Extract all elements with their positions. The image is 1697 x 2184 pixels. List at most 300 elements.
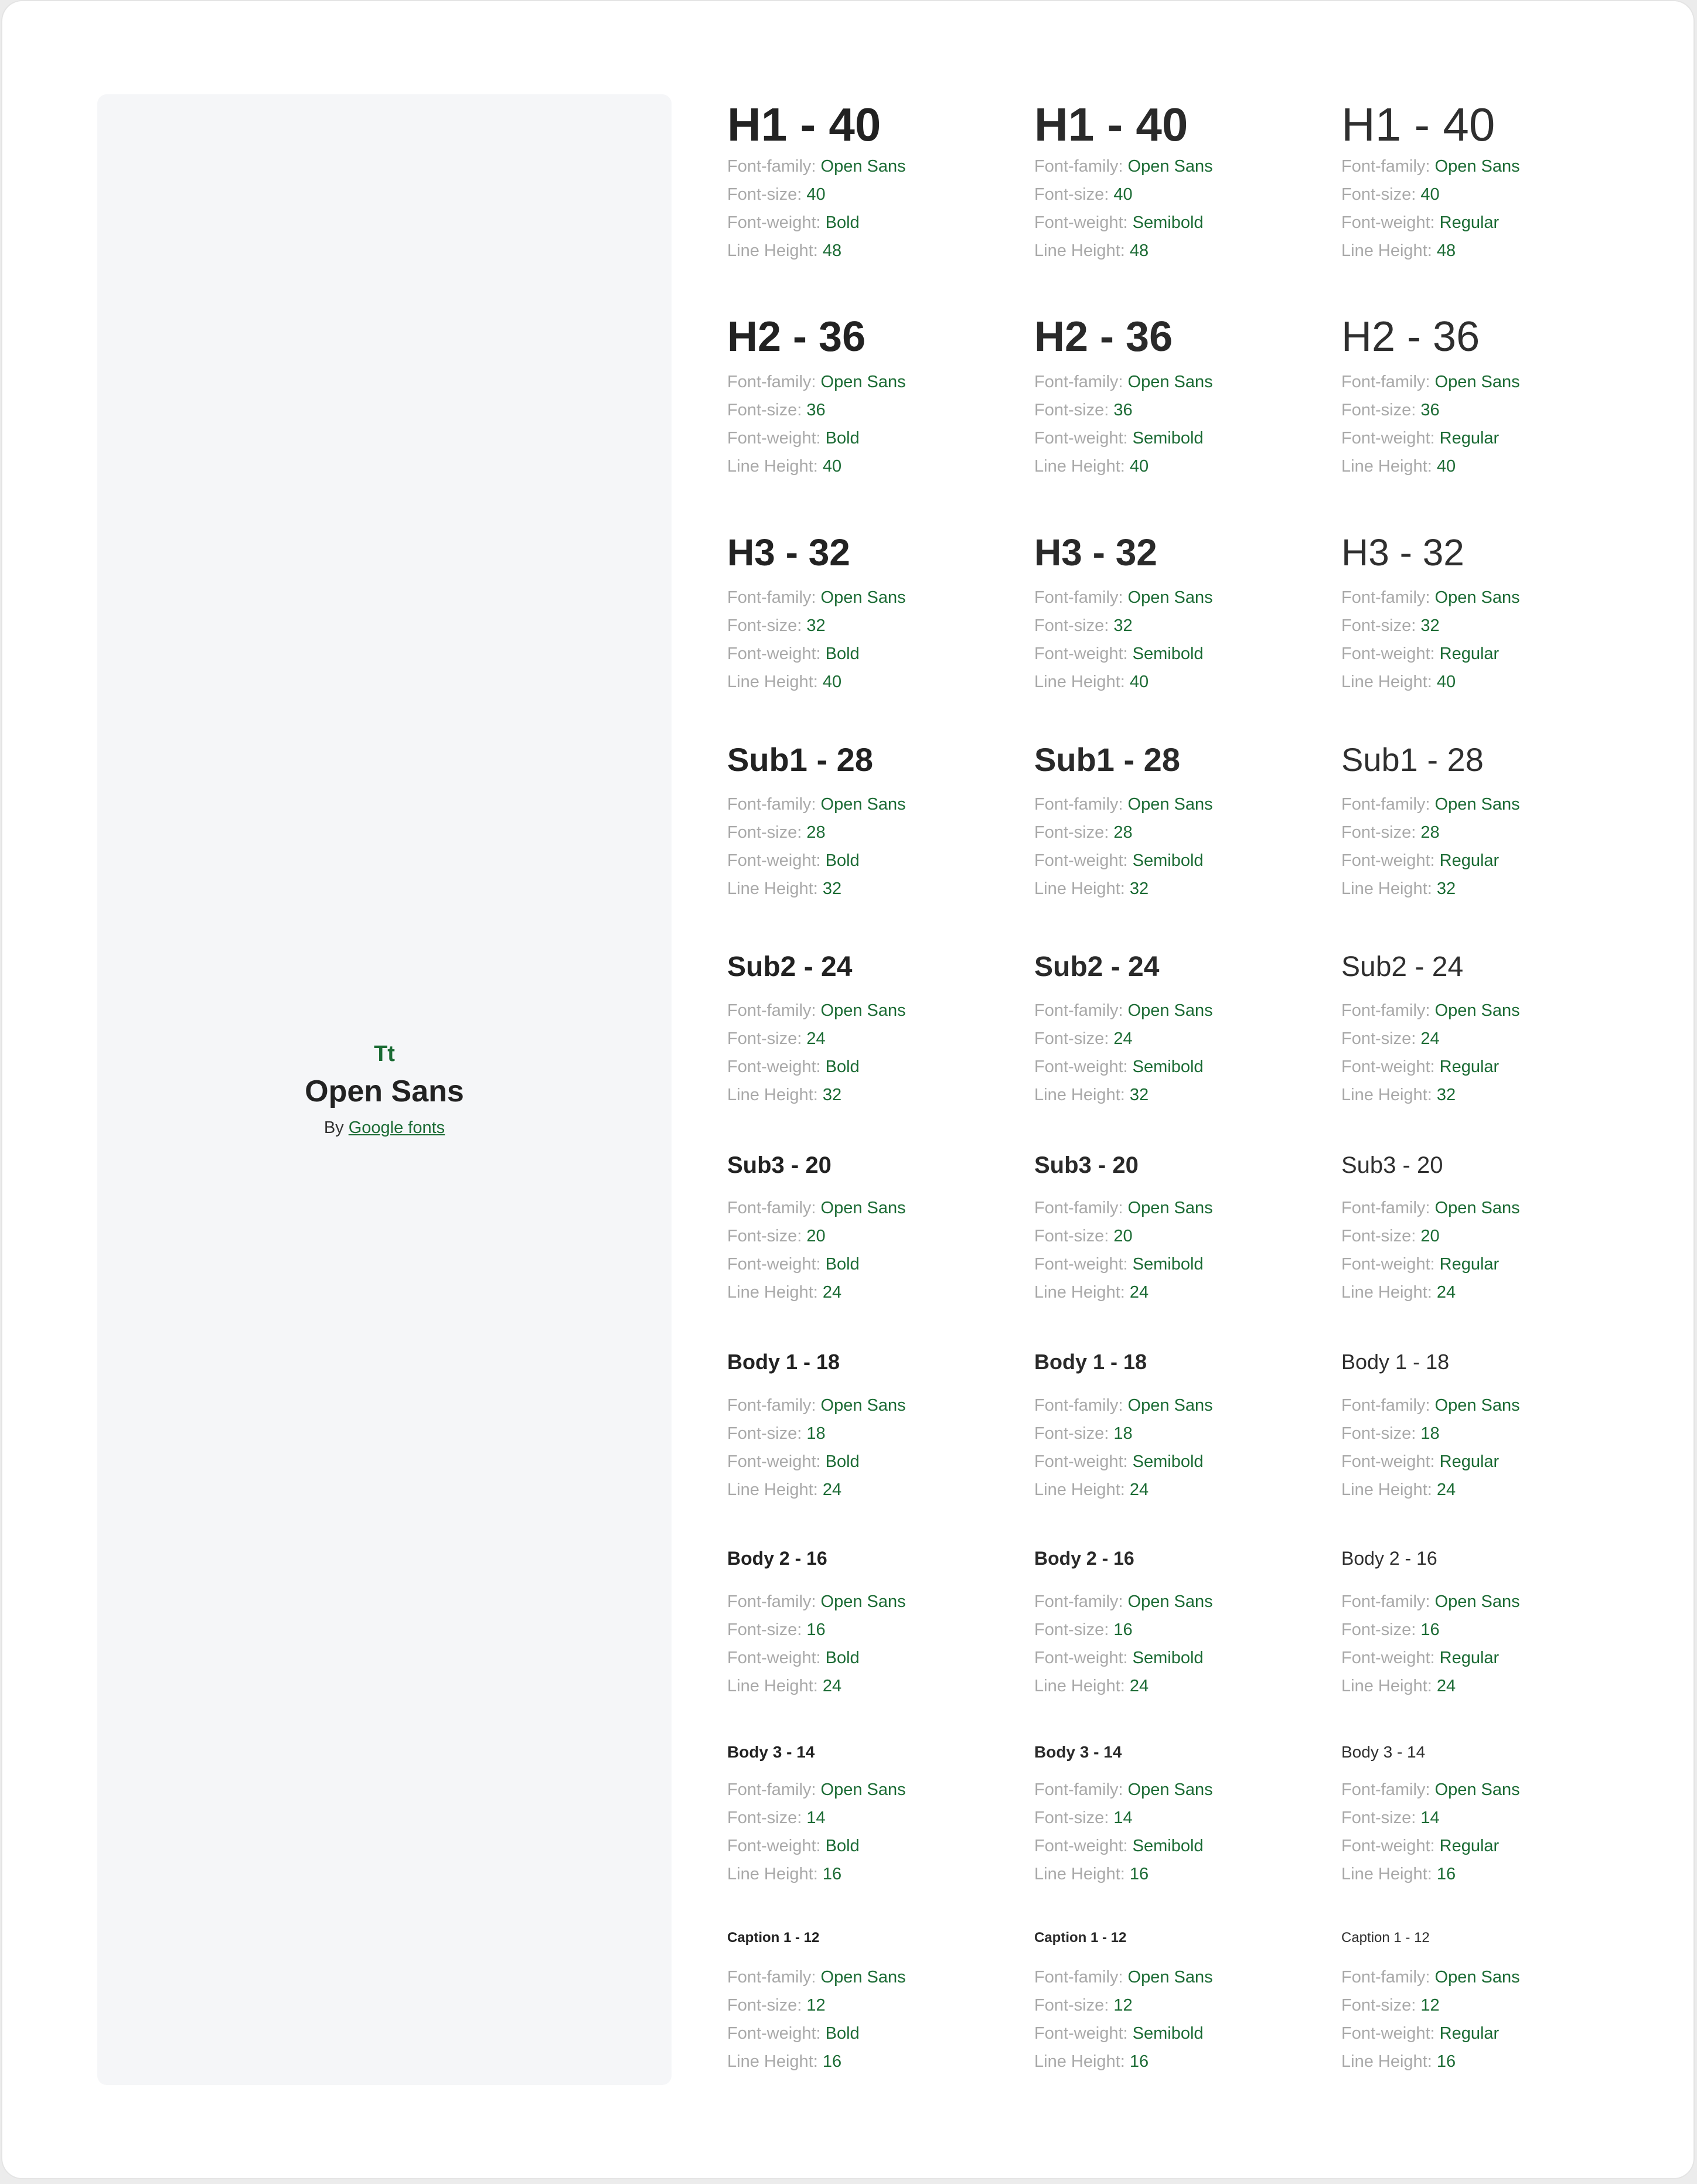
property-label: Font-weight:: [1341, 851, 1440, 870]
font-size-prop: [727, 1222, 906, 1250]
font-family-prop: [727, 1588, 906, 1616]
font-family-prop: [727, 790, 906, 818]
property-label: Font-size:: [1034, 1029, 1114, 1048]
font-family-prop: [1034, 997, 1213, 1025]
line-height-prop: [1034, 1672, 1213, 1700]
property-value: Open Sans: [1127, 1001, 1213, 1020]
type-style-title: H1 - 40: [1034, 98, 1188, 151]
property-value: 32: [1436, 1086, 1456, 1104]
type-style-properties: [727, 997, 906, 1109]
property-value: Open Sans: [1434, 1968, 1520, 1987]
type-style-properties: [1034, 1963, 1213, 2076]
property-value: Bold: [825, 429, 860, 448]
property-value: 24: [1436, 1480, 1456, 1499]
type-style-properties: [727, 368, 906, 480]
property-label: Font-family:: [1034, 795, 1128, 814]
property-value: Semibold: [1132, 851, 1204, 870]
line-height-prop: [1341, 668, 1520, 696]
type-style-properties: [727, 152, 906, 265]
property-value: 16: [1436, 2052, 1456, 2071]
font-size-prop: [727, 1616, 906, 1644]
type-style-properties: [727, 1194, 906, 1306]
property-label: Font-size:: [1341, 1424, 1421, 1443]
property-label: Line Height:: [727, 241, 823, 260]
property-label: Line Height:: [1341, 1283, 1437, 1302]
type-style-title: Body 2 - 16: [1034, 1548, 1134, 1569]
property-label: Font-family:: [1034, 588, 1128, 607]
font-size-prop: [727, 396, 906, 424]
property-label: Font-size:: [1034, 1620, 1114, 1639]
property-label: Font-size:: [727, 1424, 807, 1443]
type-style-title: H2 - 36: [1341, 313, 1480, 360]
property-value: Open Sans: [1434, 588, 1520, 607]
type-style-properties: [1034, 790, 1213, 903]
property-label: Font-weight:: [1341, 2024, 1440, 2043]
property-value: 12: [1113, 1996, 1133, 2015]
font-size-prop: [1034, 818, 1213, 847]
line-height-prop: [727, 1860, 906, 1888]
property-label: Line Height:: [727, 457, 823, 476]
property-label: Font-family:: [1341, 588, 1435, 607]
property-value: 24: [1129, 1283, 1149, 1302]
property-value: Open Sans: [1434, 1592, 1520, 1611]
line-height-prop: [1034, 668, 1213, 696]
font-weight-prop: [1341, 209, 1520, 237]
type-style-properties: [727, 1391, 906, 1504]
property-value: Semibold: [1132, 1649, 1204, 1667]
property-value: 32: [1129, 1086, 1149, 1104]
property-value: Open Sans: [1127, 1968, 1213, 1987]
line-height-prop: [1034, 1860, 1213, 1888]
property-value: Regular: [1439, 1057, 1500, 1076]
type-style-properties: [1341, 790, 1520, 903]
line-height-prop: [727, 668, 906, 696]
type-style-card: [727, 313, 1020, 476]
property-value: 14: [1420, 1808, 1440, 1827]
font-family-prop: [1341, 1588, 1520, 1616]
font-weight-prop: [727, 1644, 906, 1672]
property-label: Font-size:: [727, 1227, 807, 1245]
property-value: Regular: [1439, 851, 1500, 870]
font-family-prop: [1034, 1776, 1213, 1804]
property-value: 32: [822, 879, 842, 898]
property-label: Font-family:: [1034, 157, 1128, 176]
property-value: Regular: [1439, 2024, 1500, 2043]
property-value: 24: [822, 1283, 842, 1302]
property-label: Font-size:: [1341, 1029, 1421, 1048]
type-style-properties: [727, 1588, 906, 1700]
font-family-prop: [727, 1194, 906, 1222]
property-value: Bold: [825, 1837, 860, 1855]
type-style-card: [1341, 313, 1634, 476]
property-label: Font-size:: [1341, 185, 1421, 204]
property-value: Open Sans: [1434, 373, 1520, 391]
property-label: Font-weight:: [727, 1255, 826, 1274]
line-height-prop: [727, 1672, 906, 1700]
property-label: Font-size:: [1341, 1227, 1421, 1245]
property-value: 32: [806, 616, 826, 635]
line-height-prop: [1341, 1278, 1520, 1306]
property-label: Font-weight:: [1341, 1649, 1440, 1667]
property-label: Line Height:: [1034, 457, 1130, 476]
property-label: Font-weight:: [1034, 851, 1133, 870]
type-style-card: [727, 1348, 1020, 1499]
property-label: Font-weight:: [727, 213, 826, 232]
font-size-prop: [727, 1025, 906, 1053]
property-value: 16: [1113, 1620, 1133, 1639]
property-value: Open Sans: [1127, 1592, 1213, 1611]
property-label: Font-weight:: [1034, 1837, 1133, 1855]
font-family-prop: [1341, 152, 1520, 180]
font-family-prop: [727, 583, 906, 612]
type-style-title: H2 - 36: [727, 313, 866, 360]
type-style-card: [1034, 1741, 1327, 1883]
property-value: Open Sans: [820, 1780, 906, 1799]
property-label: Font-weight:: [1034, 2024, 1133, 2043]
type-style-card: [1034, 1929, 1327, 2071]
type-style-card: [1034, 1544, 1327, 1695]
font-weight-prop: [727, 424, 906, 452]
property-value: Open Sans: [1127, 1780, 1213, 1799]
font-size-prop: [1341, 1419, 1520, 1448]
property-value: 24: [806, 1029, 826, 1048]
type-style-card: [1341, 1348, 1634, 1499]
type-style-properties: [727, 1963, 906, 2076]
property-value: 18: [806, 1424, 826, 1443]
property-label: Font-size:: [727, 616, 807, 635]
property-label: Line Height:: [727, 1480, 823, 1499]
font-family-prop: [727, 1391, 906, 1419]
type-style-card: [1341, 1741, 1634, 1883]
property-label: Font-weight:: [1034, 1452, 1133, 1471]
property-value: 16: [1129, 2052, 1149, 2071]
type-style-title: Body 2 - 16: [727, 1548, 827, 1569]
font-size-prop: [1034, 1222, 1213, 1250]
type-style-card: [1034, 1348, 1327, 1499]
font-size-prop: [1341, 1222, 1520, 1250]
type-style-properties: [1034, 368, 1213, 480]
property-label: Font-size:: [1341, 823, 1421, 842]
property-label: Font-family:: [727, 1780, 821, 1799]
font-weight-prop: [1034, 1250, 1213, 1278]
type-style-card: [727, 529, 1020, 691]
property-label: Font-size:: [1034, 1808, 1114, 1827]
property-value: Open Sans: [1127, 1199, 1213, 1217]
google-fonts-link[interactable]: Google fonts: [348, 1118, 445, 1137]
property-value: 16: [1436, 1865, 1456, 1883]
property-value: 40: [1436, 457, 1456, 476]
property-label: Font-size:: [727, 1996, 807, 2015]
property-label: Font-family:: [1341, 1780, 1435, 1799]
font-weight-prop: [727, 1053, 906, 1081]
font-weight-prop: [1341, 2019, 1520, 2047]
line-height-prop: [1341, 1476, 1520, 1504]
type-style-title: Body 3 - 14: [1034, 1743, 1122, 1761]
property-label: Font-size:: [1034, 1996, 1114, 2015]
font-family-prop: [1034, 152, 1213, 180]
type-style-card: [1341, 1544, 1634, 1695]
type-style-card: [1341, 948, 1634, 1104]
property-label: Font-weight:: [727, 1057, 826, 1076]
line-height-prop: [1034, 1081, 1213, 1109]
type-style-title: Body 1 - 18: [727, 1350, 840, 1374]
font-weight-prop: [727, 209, 906, 237]
font-size-prop: [1034, 396, 1213, 424]
line-height-prop: [1341, 1672, 1520, 1700]
property-label: Font-weight:: [1034, 429, 1133, 448]
property-value: Bold: [825, 1649, 860, 1667]
property-value: 24: [822, 1677, 842, 1695]
property-value: Semibold: [1132, 1255, 1204, 1274]
property-label: Line Height:: [1341, 457, 1437, 476]
font-weight-prop: [1034, 1448, 1213, 1476]
line-height-prop: [1341, 237, 1520, 265]
type-style-card: [1341, 741, 1634, 898]
property-label: Font-family:: [1341, 157, 1435, 176]
property-value: Open Sans: [1434, 1001, 1520, 1020]
property-label: Line Height:: [1034, 241, 1130, 260]
property-value: 12: [806, 1996, 826, 2015]
property-value: Open Sans: [1127, 795, 1213, 814]
type-style-title: Body 3 - 14: [1341, 1743, 1426, 1761]
type-style-card: [1034, 313, 1327, 476]
property-value: 16: [822, 2052, 842, 2071]
property-value: Regular: [1439, 429, 1500, 448]
font-size-prop: [1341, 1616, 1520, 1644]
property-value: Semibold: [1132, 1057, 1204, 1076]
type-style-title: Caption 1 - 12: [1034, 1930, 1127, 1946]
font-weight-prop: [1341, 424, 1520, 452]
property-label: Font-weight:: [1341, 1057, 1440, 1076]
property-label: Font-weight:: [1341, 1452, 1440, 1471]
property-label: Font-weight:: [727, 644, 826, 663]
property-value: 32: [1113, 616, 1133, 635]
property-label: Font-family:: [1341, 1199, 1435, 1217]
property-value: 28: [1420, 823, 1440, 842]
type-style-title: Sub2 - 24: [1034, 951, 1160, 982]
type-style-title: H1 - 40: [1341, 98, 1495, 151]
type-style-properties: [1034, 1776, 1213, 1888]
property-label: Font-weight:: [1034, 1255, 1133, 1274]
property-label: Font-family:: [727, 373, 821, 391]
property-value: Open Sans: [820, 373, 906, 391]
type-style-properties: [1341, 1588, 1520, 1700]
property-value: 36: [1113, 401, 1133, 419]
line-height-prop: [727, 2047, 906, 2076]
property-label: Font-weight:: [727, 1837, 826, 1855]
property-label: Font-size:: [727, 1808, 807, 1827]
property-value: 48: [1436, 241, 1456, 260]
type-style-properties: [727, 790, 906, 903]
property-value: 12: [1420, 1996, 1440, 2015]
typography-icon: Tt: [374, 1042, 395, 1066]
property-label: Font-family:: [1034, 1968, 1128, 1987]
type-style-properties: [1034, 583, 1213, 696]
type-style-title: H3 - 32: [1034, 531, 1157, 574]
property-label: Font-size:: [1341, 1996, 1421, 2015]
font-size-prop: [727, 818, 906, 847]
property-label: Font-family:: [1341, 1001, 1435, 1020]
type-style-properties: [1341, 152, 1520, 265]
property-value: Bold: [825, 851, 860, 870]
type-style-properties: [1341, 368, 1520, 480]
font-size-prop: [1034, 1804, 1213, 1832]
property-label: Line Height:: [1034, 1865, 1130, 1883]
type-style-title: H3 - 32: [727, 531, 850, 574]
property-label: Font-family:: [1341, 795, 1435, 814]
font-family-prop: [1341, 368, 1520, 396]
font-size-prop: [1034, 1991, 1213, 2019]
font-size-prop: [1341, 818, 1520, 847]
line-height-prop: [1034, 875, 1213, 903]
type-style-title: Sub3 - 20: [727, 1152, 832, 1178]
property-label: Font-size:: [727, 401, 807, 419]
font-family-prop: [727, 368, 906, 396]
property-value: Bold: [825, 644, 860, 663]
property-label: Line Height:: [1341, 1480, 1437, 1499]
font-family-prop: [727, 997, 906, 1025]
font-size-prop: [1341, 396, 1520, 424]
property-label: Line Height:: [1034, 879, 1130, 898]
property-value: Regular: [1439, 1649, 1500, 1667]
property-label: Font-weight:: [1341, 644, 1440, 663]
type-style-properties: [1034, 997, 1213, 1109]
property-value: Open Sans: [820, 1396, 906, 1415]
property-label: Line Height:: [1034, 1677, 1130, 1695]
font-weight-prop: [1034, 1053, 1213, 1081]
type-style-properties: [727, 583, 906, 696]
font-family-prop: [1341, 997, 1520, 1025]
property-label: Font-family:: [1341, 1968, 1435, 1987]
property-value: 16: [822, 1865, 842, 1883]
type-style-title: Sub2 - 24: [1341, 951, 1464, 982]
type-style-title: Sub1 - 28: [1341, 741, 1484, 778]
type-style-card: [727, 1741, 1020, 1883]
property-label: Line Height:: [1034, 1283, 1130, 1302]
property-value: Open Sans: [1127, 157, 1213, 176]
type-style-properties: [727, 1776, 906, 1888]
line-height-prop: [727, 237, 906, 265]
property-value: 48: [822, 241, 842, 260]
property-label: Font-family:: [727, 1592, 821, 1611]
font-weight-prop: [1341, 1053, 1520, 1081]
property-label: Font-weight:: [1341, 1837, 1440, 1855]
property-label: Font-family:: [727, 588, 821, 607]
property-label: Line Height:: [1034, 1480, 1130, 1499]
property-value: 36: [806, 401, 826, 419]
property-value: Open Sans: [1434, 1780, 1520, 1799]
property-value: 36: [1420, 401, 1440, 419]
font-size-prop: [1341, 180, 1520, 209]
type-style-title: Sub3 - 20: [1341, 1152, 1443, 1178]
property-value: 32: [822, 1086, 842, 1104]
property-label: Line Height:: [727, 673, 823, 691]
type-style-properties: [1341, 583, 1520, 696]
property-value: Open Sans: [820, 1968, 906, 1987]
property-label: Font-size:: [727, 185, 807, 204]
font-weight-prop: [727, 1250, 906, 1278]
property-label: Font-size:: [1034, 401, 1114, 419]
property-value: 24: [1436, 1283, 1456, 1302]
property-label: Line Height:: [1341, 1865, 1437, 1883]
font-family-prop: [1341, 1391, 1520, 1419]
property-value: Open Sans: [1434, 795, 1520, 814]
property-value: 40: [1113, 185, 1133, 204]
property-value: 48: [1129, 241, 1149, 260]
type-style-card: [1034, 529, 1327, 691]
font-size-prop: [1034, 1025, 1213, 1053]
property-value: 32: [1436, 879, 1456, 898]
font-weight-prop: [727, 1448, 906, 1476]
property-value: Open Sans: [1127, 588, 1213, 607]
line-height-prop: [727, 875, 906, 903]
property-value: Open Sans: [820, 1001, 906, 1020]
property-value: 40: [806, 185, 826, 204]
font-size-prop: [1341, 612, 1520, 640]
font-size-prop: [1034, 612, 1213, 640]
property-value: Semibold: [1132, 1837, 1204, 1855]
property-label: Line Height:: [727, 1086, 823, 1104]
property-value: 20: [1113, 1227, 1133, 1245]
font-weight-prop: [1034, 640, 1213, 668]
font-family-prop: [1341, 583, 1520, 612]
font-weight-prop: [727, 847, 906, 875]
property-label: Font-family:: [727, 157, 821, 176]
property-label: Font-weight:: [1341, 1255, 1440, 1274]
property-value: Semibold: [1132, 213, 1204, 232]
type-style-properties: [1341, 997, 1520, 1109]
property-label: Font-family:: [1034, 373, 1128, 391]
font-size-prop: [1034, 1419, 1213, 1448]
line-height-prop: [1341, 1860, 1520, 1888]
property-value: 24: [1129, 1677, 1149, 1695]
type-style-card: [1341, 1929, 1634, 2071]
property-value: 16: [806, 1620, 826, 1639]
font-weight-prop: [1034, 847, 1213, 875]
property-label: Font-size:: [1341, 401, 1421, 419]
property-label: Font-weight:: [1341, 213, 1440, 232]
font-weight-prop: [1341, 640, 1520, 668]
property-value: 24: [1129, 1480, 1149, 1499]
font-size-prop: [1341, 1025, 1520, 1053]
property-label: Font-weight:: [1034, 1649, 1133, 1667]
property-value: Open Sans: [820, 795, 906, 814]
font-weight-prop: [1341, 847, 1520, 875]
font-weight-prop: [1341, 1644, 1520, 1672]
property-value: 40: [1420, 185, 1440, 204]
font-family-prop: [727, 152, 906, 180]
property-value: 40: [822, 457, 842, 476]
font-size-prop: [1034, 1616, 1213, 1644]
font-size-prop: [1341, 1991, 1520, 2019]
property-label: Line Height:: [727, 1865, 823, 1883]
font-size-prop: [1034, 180, 1213, 209]
type-style-properties: [1034, 1588, 1213, 1700]
property-label: Font-weight:: [727, 851, 826, 870]
property-label: Font-size:: [1034, 823, 1114, 842]
line-height-prop: [727, 452, 906, 480]
property-value: Semibold: [1132, 1452, 1204, 1471]
line-height-prop: [727, 1278, 906, 1306]
type-style-title: H3 - 32: [1341, 531, 1464, 574]
property-value: 14: [1113, 1808, 1133, 1827]
type-style-title: Body 1 - 18: [1034, 1350, 1147, 1374]
type-style-card: [1341, 529, 1634, 691]
property-value: Regular: [1439, 1452, 1500, 1471]
font-weight-prop: [1341, 1250, 1520, 1278]
type-style-title: Sub2 - 24: [727, 951, 853, 982]
property-value: 40: [1129, 673, 1149, 691]
